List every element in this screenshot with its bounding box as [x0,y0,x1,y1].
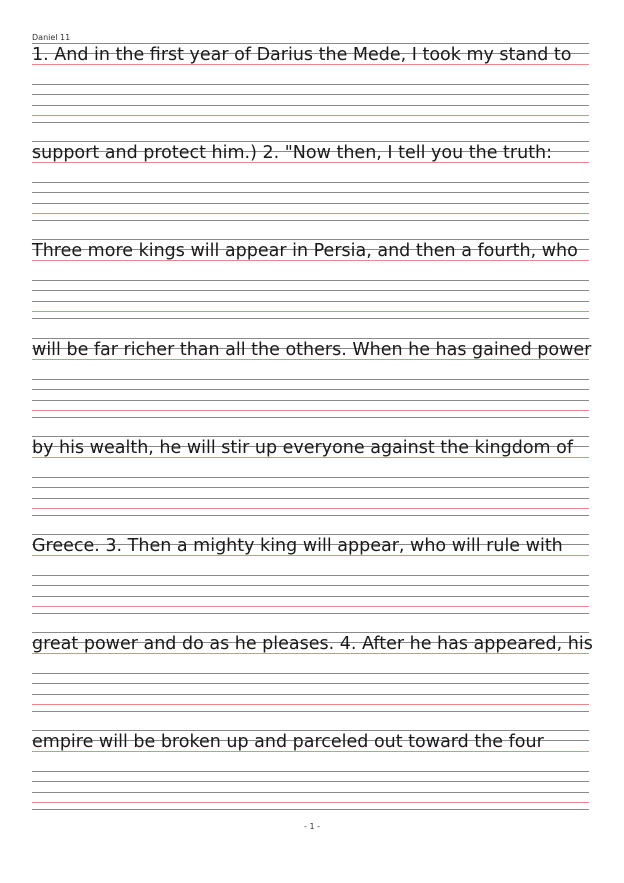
verse-text-line: great power and do as he pleases. 4. After he has appeared, his [32,634,593,654]
guide-rule [32,417,589,418]
guide-rule [32,792,589,793]
guide-rule [32,673,589,674]
guide-rule [32,515,589,516]
guide-rule [32,182,589,183]
guide-rule [32,781,589,782]
guide-rule [32,694,589,695]
guide-rule [32,379,589,380]
guide-rule [32,105,589,106]
guide-rule [32,809,589,810]
document-title: Daniel 11 [32,33,71,42]
guide-rule [32,596,589,597]
guide-rule [32,290,589,291]
verse-text-line: 1. And in the first year of Darius the Mede, I took my stand to [32,45,572,65]
baseline-rule [32,115,589,116]
guide-rule [32,318,589,319]
guide-rule [32,632,589,633]
guide-rule [32,239,589,240]
verse-text-line: will be far richer than all the others. When he has gained power [32,340,592,360]
baseline-rule [32,311,589,312]
baseline-rule [32,508,589,509]
guide-rule [32,141,589,142]
guide-rule [32,477,589,478]
verse-text-line: Greece. 3. Then a mighty king will appear, who will rule with [32,536,563,556]
guide-rule [32,280,589,281]
writing-line-block [32,436,589,516]
writing-line-block [32,141,589,221]
guide-rule [32,301,589,302]
verse-text-line: empire will be broken up and parceled out toward the four [32,732,544,752]
guide-rule [32,203,589,204]
guide-rule [32,338,589,339]
guide-rule [32,400,589,401]
guide-rule [32,771,589,772]
writing-line-block [32,534,589,614]
writing-line-block [32,338,592,418]
writing-line-block [32,239,589,319]
writing-line-block [32,43,589,123]
baseline-rule [32,704,589,705]
guide-rule [32,122,589,123]
guide-rule [32,498,589,499]
guide-rule [32,585,589,586]
verse-text-line: support and protect him.) 2. "Now then, I tell you the truth: [32,143,553,163]
baseline-rule [32,410,589,411]
writing-line-block [32,632,593,712]
verse-text-line: Three more kings will appear in Persia, and then a fourth, who [32,241,578,261]
guide-rule [32,730,589,731]
page-number: - 1 - [304,822,320,831]
writing-line-block [32,730,589,810]
guide-rule [32,43,589,44]
guide-rule [32,220,589,221]
guide-rule [32,613,589,614]
guide-rule [32,94,589,95]
baseline-rule [32,802,589,803]
guide-rule [32,389,589,390]
guide-rule [32,683,589,684]
baseline-rule [32,606,589,607]
guide-rule [32,192,589,193]
guide-rule [32,436,589,437]
guide-rule [32,534,589,535]
guide-rule [32,575,589,576]
guide-rule [32,711,589,712]
baseline-rule [32,213,589,214]
guide-rule [32,84,589,85]
guide-rule [32,487,589,488]
verse-text-line: by his wealth, he will stir up everyone against the kingdom of [32,438,574,458]
